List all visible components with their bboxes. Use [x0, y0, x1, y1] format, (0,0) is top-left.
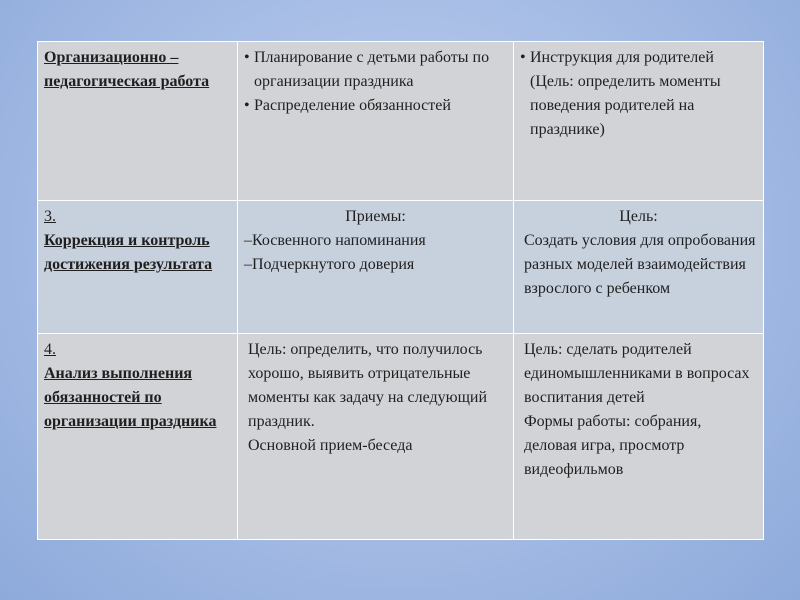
bullet-icon: •: [244, 97, 250, 114]
row-label-cell: [38, 42, 238, 201]
cell-text: Основной прием-беседа: [248, 437, 413, 454]
list-item: [520, 46, 757, 142]
list-item: [244, 94, 507, 118]
row-label-cell: [38, 201, 238, 334]
row-number: 4.: [44, 341, 56, 358]
cell-text: Цель: определить, что получилось хорошо, выявить отрицательные моменты как задачу на следующий праздник.: [248, 341, 488, 430]
list-item-text: Подчеркнутого доверия: [252, 256, 415, 273]
methods-cell: [238, 201, 514, 334]
cell-title: Цель:: [619, 208, 658, 225]
table-row: [38, 42, 764, 201]
list-item-text: Инструкция для родителей (Цель: определить моменты поведения родителей на празднике): [530, 49, 721, 138]
bullet-list: [244, 46, 507, 118]
cell-text: Формы работы: собрания, деловая игра, просмотр видеофильмов: [524, 413, 702, 478]
dash-icon: –: [244, 232, 252, 249]
bullet-icon: •: [244, 49, 250, 66]
cell-text: Цель: сделать родителей единомышленниками в вопросах воспитания детей: [524, 341, 750, 406]
cell-text: Создать условия для опробования разных моделей взаимодействия взрослого с ребенком: [524, 232, 756, 297]
list-item-text: Распределение обязанностей: [254, 97, 451, 114]
table-row: [38, 201, 764, 334]
bullet-icon: •: [520, 49, 526, 66]
plan-table: [37, 41, 764, 540]
row-heading: Анализ выполнения обязанностей по организации праздника: [44, 365, 217, 430]
dash-icon: –: [244, 256, 252, 273]
list-item: [244, 46, 507, 94]
bullet-list: [520, 46, 757, 142]
row-number: 3.: [44, 208, 56, 225]
parents-cell: [514, 334, 764, 540]
cell-title: Приемы:: [345, 208, 406, 225]
parents-cell: [514, 201, 764, 334]
methods-cell: [238, 334, 514, 540]
parents-cell: [514, 42, 764, 201]
row-label-cell: [38, 334, 238, 540]
list-item: [244, 253, 507, 277]
list-item: [244, 229, 507, 253]
row-heading: Организационно – педагогическая работа: [44, 49, 210, 90]
table-row: [38, 334, 764, 540]
row-heading: Коррекция и контроль достижения результата: [44, 232, 213, 273]
list-item-text: Косвенного напоминания: [252, 232, 426, 249]
methods-cell: [238, 42, 514, 201]
list-item-text: Планирование с детьми работы по организации праздника: [254, 49, 490, 90]
